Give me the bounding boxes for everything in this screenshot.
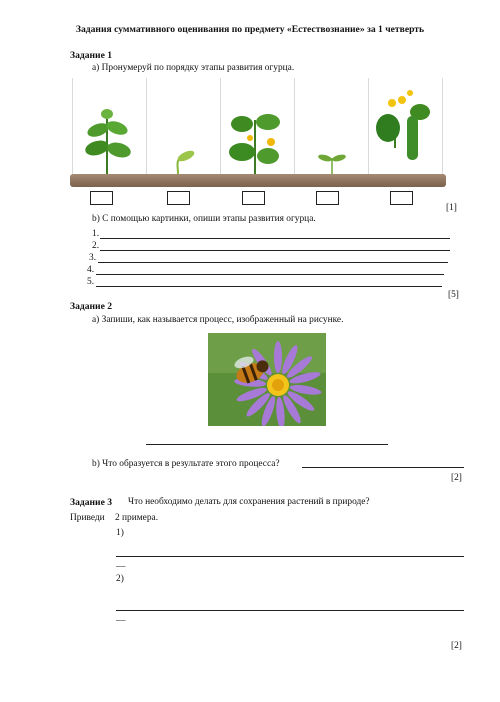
task3-answer-line-2[interactable]: [116, 610, 464, 611]
task3-item-2: 2): [116, 574, 124, 584]
task1-part-b: b) С помощью картинки, опиши этапы развития огурца.: [92, 214, 316, 224]
task3-item-1: 1): [116, 528, 124, 538]
answer-line-2[interactable]: [100, 250, 450, 251]
task3-mark: [2]: [451, 641, 462, 651]
task1-part-a: a) Пронумеруй по порядку этапы развития огурца.: [92, 63, 295, 73]
task2-a-answer-line[interactable]: [146, 444, 388, 445]
task3-dash-2: __: [116, 613, 126, 623]
page-title: Задания суммативного оценивания по предмету «Естествознание» за 1 четверть: [75, 24, 425, 35]
answer-number-5: 5.: [87, 277, 95, 287]
task1-b-mark: [5]: [448, 290, 459, 300]
answer-line-1[interactable]: [100, 238, 450, 239]
sprout-icon: [176, 149, 196, 174]
task2-b-answer-line[interactable]: [302, 467, 464, 468]
fruiting-plant-icon: [376, 90, 430, 160]
task2-part-a: a) Запиши, как называется процесс, изображенный на рисунке.: [92, 315, 344, 325]
task2-mark: [2]: [451, 473, 462, 483]
answer-number-2: 2.: [92, 241, 100, 251]
task3-heading: Задание 3: [70, 497, 113, 508]
stage-number-box-3[interactable]: [242, 191, 265, 205]
answer-number-4: 4.: [87, 265, 95, 275]
answer-line-4[interactable]: [96, 274, 444, 275]
stage-number-box-5[interactable]: [390, 191, 413, 205]
task1-heading: Задание 1: [70, 50, 113, 61]
answer-number-1: 1.: [92, 229, 100, 239]
task3-question: Что необходимо делать для сохранения растений в природе?: [128, 497, 370, 507]
answer-line-5[interactable]: [96, 286, 442, 287]
stage-number-box-4[interactable]: [316, 191, 339, 205]
task1-a-mark: [1]: [446, 203, 457, 213]
stage-number-box-2[interactable]: [167, 191, 190, 205]
task2-heading: Задание 2: [70, 301, 113, 312]
flowering-plant-icon: [229, 114, 280, 174]
task3-instruction-2: 2 примера.: [115, 513, 159, 523]
cucumber-stages-drawing: [70, 78, 446, 178]
seedling-icon: [317, 153, 346, 174]
young-plant-icon: [84, 109, 133, 174]
task3-instruction-1: Приведи: [70, 513, 105, 523]
task3-answer-line-1[interactable]: [116, 556, 464, 557]
cucumber-stages-illustration: [70, 78, 446, 190]
stage-number-box-1[interactable]: [90, 191, 113, 205]
soil-strip: [70, 174, 446, 187]
task2-part-b: b) Что образуется в результате этого процесса?: [92, 459, 280, 469]
answer-number-3: 3.: [89, 253, 97, 263]
bee-on-flower-photo: [208, 333, 326, 426]
answer-line-3[interactable]: [98, 262, 448, 263]
task3-dash-1: __: [116, 559, 126, 569]
